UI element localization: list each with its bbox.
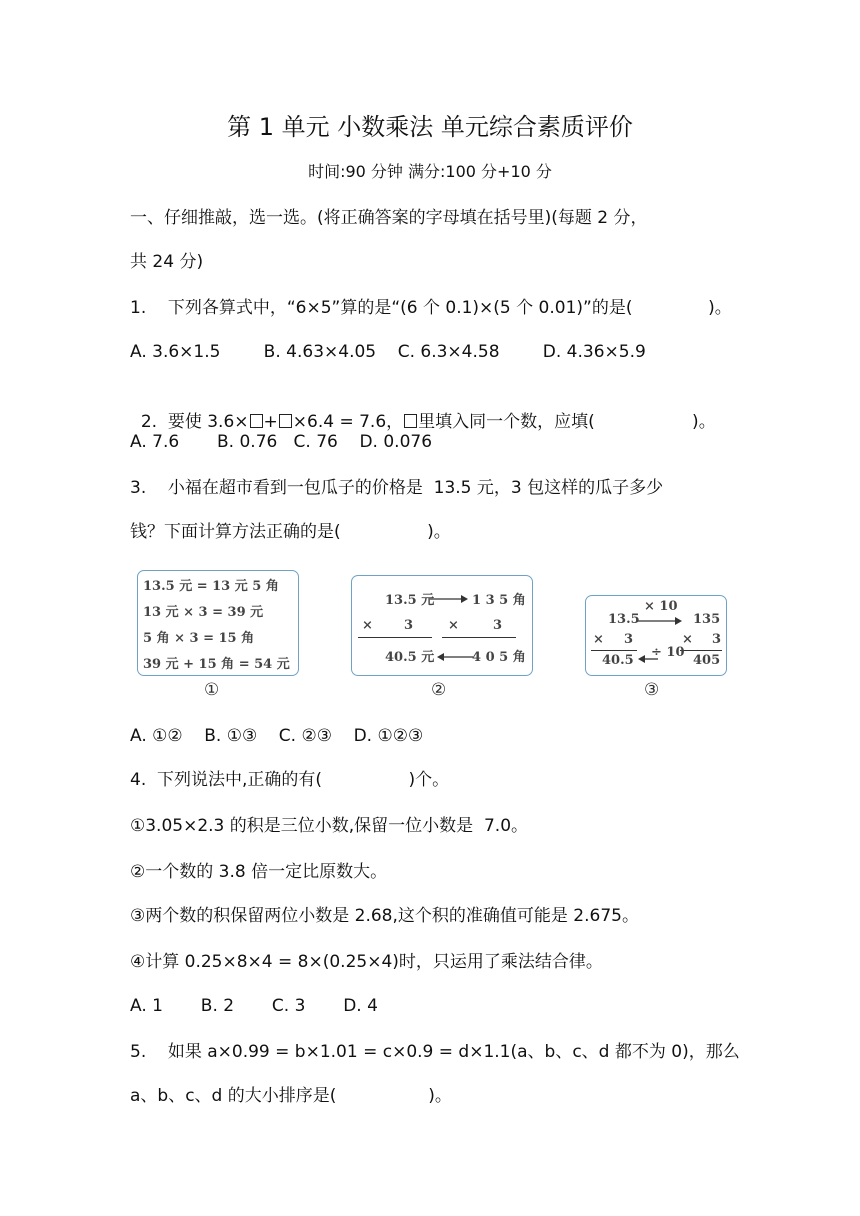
method-2-box bbox=[351, 575, 533, 676]
question-4-statement-2: ②一个数的 3.8 倍一定比原数大。 bbox=[130, 862, 388, 882]
method-3-right-multiply: × bbox=[682, 632, 693, 647]
method-2-left-multiply: × bbox=[362, 618, 373, 633]
method-2-right-bottom: 4 0 5 角 bbox=[472, 650, 526, 665]
method-3-left-three: 3 bbox=[624, 632, 634, 647]
question-2-prefix: 2. 要使 3.6× bbox=[140, 412, 249, 432]
question-2 bbox=[130, 386, 716, 434]
method-2-right-rule bbox=[442, 637, 516, 638]
question-2-suffix: 里填入同一个数，应填( )。 bbox=[418, 412, 716, 432]
method-1-line: 13 元 × 3 = 39 元 bbox=[143, 605, 264, 620]
question-4: 4. 下列说法中,正确的有( )个。 bbox=[130, 770, 450, 790]
method-3-arrow-top-label: × 10 bbox=[644, 599, 678, 614]
method-3-box bbox=[585, 595, 727, 676]
method-3-right-three: 3 bbox=[712, 632, 722, 647]
question-4-options: A. 1 B. 2 C. 3 D. 4 bbox=[130, 996, 378, 1016]
method-2-right-multiply: × bbox=[448, 618, 459, 633]
method-3-right-rule bbox=[680, 650, 722, 651]
question-5-line1: 5. 如果 a×0.99 = b×1.01 = c×0.9 = d×1.1(a、b、c、d 都不为 0)，那么 bbox=[130, 1042, 740, 1062]
method-3-label: ③ bbox=[644, 680, 660, 700]
section1-heading-line2: 共 24 分) bbox=[130, 252, 204, 272]
method-1-line: 5 角 × 3 = 15 角 bbox=[143, 631, 255, 646]
blank-square-icon bbox=[279, 414, 292, 428]
question-1: 1. 下列各算式中，“6×5”算的是“(6 个 0.1)×(5 个 0.01)”的是( )。 bbox=[130, 298, 732, 318]
method-1-line: 39 元 + 15 角 = 54 元 bbox=[143, 657, 290, 672]
method-1-label: ① bbox=[204, 680, 220, 700]
method-2-right-three: 3 bbox=[493, 618, 503, 633]
question-2-middle: ×6.4 = 7.6， bbox=[292, 412, 404, 432]
arrow-right-icon bbox=[638, 616, 682, 626]
method-2-left-three: 3 bbox=[404, 618, 414, 633]
blank-square-icon bbox=[404, 414, 417, 428]
method-3-arrow-bottom-label: ÷ 10 bbox=[651, 645, 685, 660]
question-2-options: A. 7.6 B. 0.76 C. 76 D. 0.076 bbox=[130, 432, 433, 452]
method-2-label: ② bbox=[431, 680, 447, 700]
question-3-line2: 钱？下面计算方法正确的是( )。 bbox=[130, 522, 451, 542]
method-2-right-top: 1 3 5 角 bbox=[472, 593, 526, 608]
question-5-line2: a、b、c、d 的大小排序是( )。 bbox=[130, 1086, 452, 1106]
method-3-right-bottom: 405 bbox=[693, 653, 721, 668]
method-2-left-rule bbox=[358, 637, 432, 638]
method-3-left-rule bbox=[591, 650, 637, 651]
question-3-options: A. ①② B. ①③ C. ②③ D. ①②③ bbox=[130, 726, 424, 746]
arrow-left-icon bbox=[437, 652, 473, 662]
question-2-plus: + bbox=[263, 412, 278, 432]
method-1-box bbox=[137, 570, 299, 676]
section1-heading-line1: 一、仔细推敲，选一选。(将正确答案的字母填在括号里)(每题 2 分， bbox=[130, 208, 648, 228]
method-3-left-multiply: × bbox=[593, 632, 604, 647]
method-3-left-bottom: 40.5 bbox=[602, 653, 634, 668]
question-4-statement-4: ④计算 0.25×8×4 = 8×(0.25×4)时，只运用了乘法结合律。 bbox=[130, 952, 603, 972]
method-2-left-top: 13.5 元 bbox=[385, 593, 435, 608]
method-3-right-top: 135 bbox=[693, 612, 721, 627]
page-title: 第 1 单元 小数乘法 单元综合素质评价 bbox=[227, 113, 633, 141]
arrow-right-icon bbox=[430, 594, 468, 604]
question-4-statement-3: ③两个数的积保留两位小数是 2.68,这个积的准确值可能是 2.675。 bbox=[130, 906, 639, 926]
page-subtitle: 时间:90 分钟 满分:100 分+10 分 bbox=[308, 162, 552, 181]
method-1-line: 13.5 元 = 13 元 5 角 bbox=[143, 579, 279, 594]
method-3-left-top: 13.5 bbox=[608, 612, 640, 627]
question-4-statement-1: ①3.05×2.3 的积是三位小数,保留一位小数是 7.0。 bbox=[130, 816, 529, 836]
question-3-line1: 3. 小福在超市看到一包瓜子的价格是 13.5 元，3 包这样的瓜子多少 bbox=[130, 478, 664, 498]
blank-square-icon bbox=[250, 414, 263, 428]
question-1-options: A. 3.6×1.5 B. 4.63×4.05 C. 6.3×4.58 D. 4.36×5.9 bbox=[130, 342, 646, 362]
method-2-left-bottom: 40.5 元 bbox=[385, 650, 435, 665]
